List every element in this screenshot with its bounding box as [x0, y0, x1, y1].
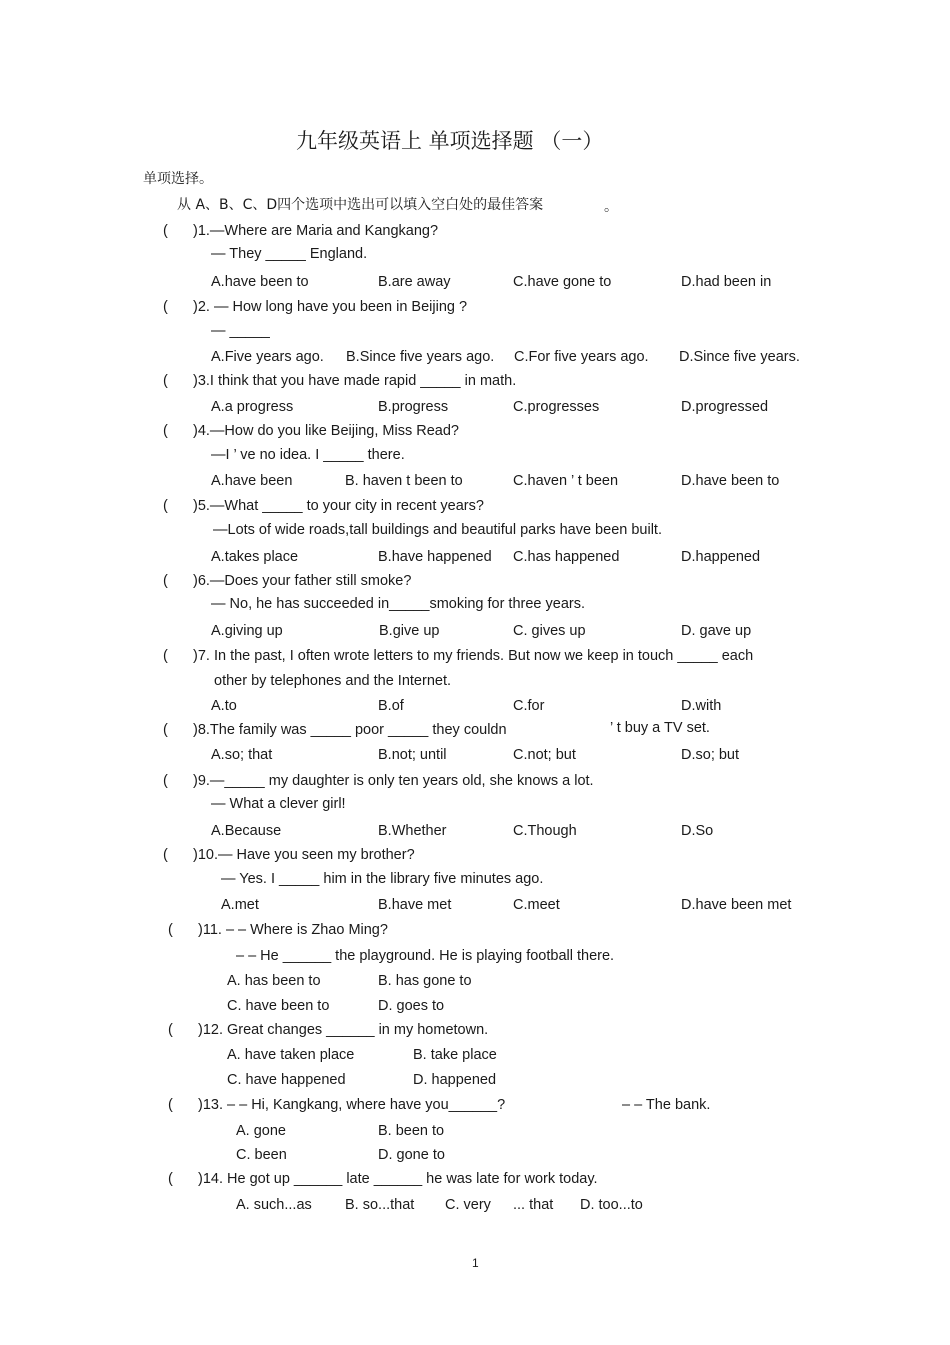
answer-paren: (	[163, 773, 168, 789]
option-c: C.for	[513, 698, 545, 714]
question-11-line2: – – He ______ the playground. He is playing football there.	[236, 948, 615, 964]
question-6: )6.—Does your father still smoke?	[193, 573, 412, 589]
question-8: )8.The family was _____ poor _____ they couldn	[193, 722, 507, 738]
option-d: D. gone to	[378, 1147, 445, 1163]
option-c: C.haven ’ t been	[513, 473, 619, 489]
answer-paren: (	[168, 1171, 173, 1187]
section-heading: 单项选择。	[143, 171, 213, 187]
question-2-line2: — _____	[211, 323, 270, 339]
page-number: 1	[472, 1256, 479, 1270]
instruction-text: 从 A、B、C、D四个选项中选出可以填入空白处的最佳答案	[177, 197, 544, 213]
answer-paren: (	[163, 847, 168, 863]
answer-paren: (	[163, 498, 168, 514]
option-d: D. gave up	[681, 623, 752, 639]
option-d: D.had been in	[681, 274, 772, 290]
option-c: C.progresses	[513, 399, 600, 415]
option-d: D.have been to	[681, 473, 780, 489]
question-9: )9.—_____ my daughter is only ten years old, she knows a lot.	[193, 773, 594, 789]
question-4-line2: —I ’ ve no idea. I _____ there.	[211, 447, 405, 463]
option-b: B.of	[378, 698, 404, 714]
question-7: )7. In the past, I often wrote letters to my friends. But now we keep in touch _____ each	[193, 648, 754, 664]
option-a: A.met	[221, 897, 259, 913]
option-d: D.progressed	[681, 399, 769, 415]
option-d: D.have been met	[681, 897, 792, 913]
option-c: C.Though	[513, 823, 577, 839]
answer-paren: (	[163, 223, 168, 239]
question-10: )10.— Have you seen my brother?	[193, 847, 415, 863]
question-1: )1.—Where are Maria and Kangkang?	[193, 223, 439, 239]
question-3: )3.I think that you have made rapid _____ in math.	[193, 373, 517, 389]
option-b: B.have met	[378, 897, 452, 913]
answer-paren: (	[163, 299, 168, 315]
option-c: C. have happened	[227, 1072, 346, 1088]
question-7-line2: other by telephones and the Internet.	[214, 673, 452, 689]
option-d: D.So	[681, 823, 714, 839]
option-a: A. such...as	[236, 1197, 312, 1213]
question-6-line2: — No, he has succeeded in_____smoking for three years.	[211, 596, 585, 612]
option-d: D.with	[681, 698, 722, 714]
answer-paren: (	[168, 1022, 173, 1038]
option-b: B.Whether	[378, 823, 447, 839]
instruction-period: 。	[604, 199, 618, 215]
option-b: B. take place	[413, 1047, 497, 1063]
option-a: A. has been to	[227, 973, 321, 989]
question-4: )4.—How do you like Beijing, Miss Read?	[193, 423, 459, 439]
question-13-answer: – – The bank.	[622, 1097, 711, 1113]
question-10-line2: — Yes. I _____ him in the library five minutes ago.	[221, 871, 544, 887]
question-1-line2: — They _____ England.	[211, 246, 368, 262]
option-c: C.not; but	[513, 747, 576, 763]
option-c: C.For five years ago.	[514, 349, 649, 365]
option-d: D. goes to	[378, 998, 445, 1014]
question-11: )11. – – Where is Zhao Ming?	[198, 922, 388, 938]
question-5-line2: —Lots of wide roads,tall buildings and beautiful parks have been built.	[213, 522, 662, 538]
option-c: C.has happened	[513, 549, 620, 565]
answer-paren: (	[163, 722, 168, 738]
question-2: )2. — How long have you been in Beijing ?	[193, 299, 468, 315]
answer-paren: (	[163, 573, 168, 589]
option-c-tail: ... that	[513, 1197, 554, 1213]
option-b: B. haven t been to	[345, 473, 463, 489]
option-b: B.have happened	[378, 549, 492, 565]
option-c: C. gives up	[513, 623, 586, 639]
option-d: D.Since five years.	[679, 349, 800, 365]
option-a: A. gone	[236, 1123, 286, 1139]
option-c: C. have been to	[227, 998, 330, 1014]
answer-paren: (	[163, 648, 168, 664]
option-b: B. so...that	[345, 1197, 415, 1213]
option-a: A.so; that	[211, 747, 273, 763]
option-c: C.have gone to	[513, 274, 612, 290]
answer-paren: (	[163, 423, 168, 439]
question-12: )12. Great changes ______ in my hometown.	[198, 1022, 489, 1038]
option-b: B.are away	[378, 274, 451, 290]
option-d: D.happened	[681, 549, 761, 565]
answer-paren: (	[163, 373, 168, 389]
option-d: D. too...to	[580, 1197, 643, 1213]
option-b: B.progress	[378, 399, 449, 415]
question-9-line2: — What a clever girl!	[211, 796, 346, 812]
question-5: )5.—What _____ to your city in recent years?	[193, 498, 484, 514]
question-8-tail: ’ t buy a TV set.	[610, 720, 710, 736]
option-a: A.giving up	[211, 623, 283, 639]
question-14: )14. He got up ______ late ______ he was late for work today.	[198, 1171, 598, 1187]
option-a: A.have been	[211, 473, 293, 489]
option-a: A.have been to	[211, 274, 309, 290]
option-d: D. happened	[413, 1072, 497, 1088]
answer-paren: (	[168, 1097, 173, 1113]
option-b: B.not; until	[378, 747, 447, 763]
option-a: A.Because	[211, 823, 282, 839]
option-b: B.give up	[379, 623, 440, 639]
option-b: B. been to	[378, 1123, 445, 1139]
option-a: A. have taken place	[227, 1047, 355, 1063]
option-c: C. very	[445, 1197, 491, 1213]
option-d: D.so; but	[681, 747, 740, 763]
option-a: A.Five years ago.	[211, 349, 324, 365]
option-b: B. has gone to	[378, 973, 472, 989]
option-a: A.takes place	[211, 549, 299, 565]
option-b: B.Since five years ago.	[346, 349, 495, 365]
option-a: A.to	[211, 698, 237, 714]
page-title: 九年级英语上 单项选择题 （一）	[296, 129, 604, 153]
option-c: C.meet	[513, 897, 560, 913]
question-13: )13. – – Hi, Kangkang, where have you______?	[198, 1097, 506, 1113]
option-c: C. been	[236, 1147, 287, 1163]
option-a: A.a progress	[211, 399, 294, 415]
answer-paren: (	[168, 922, 173, 938]
